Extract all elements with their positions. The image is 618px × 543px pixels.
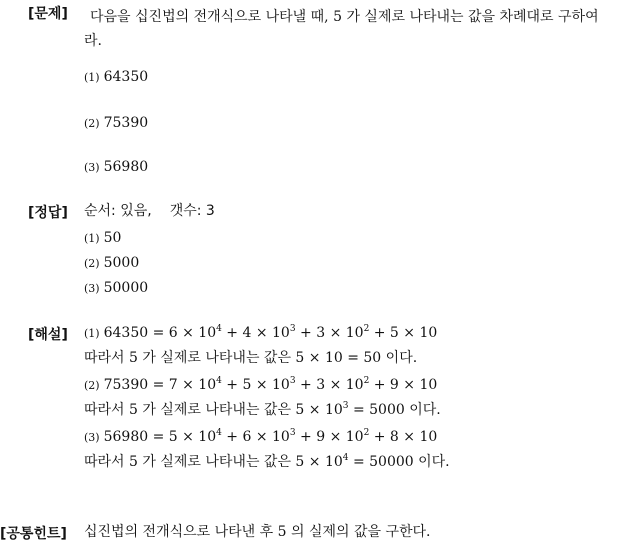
answer-item-num: (1) (84, 232, 100, 245)
hint-text: 십진법의 전개식으로 나타낸 후 5 의 실제의 값을 구한다. (84, 524, 431, 540)
solution-equation-2 (84, 376, 437, 395)
equation-term: 6 × 10 (168, 325, 217, 341)
problem-label: [문제] (28, 6, 68, 22)
answer-item-value: 50 (103, 230, 122, 246)
equation-term: + 6 × 10 (221, 429, 290, 445)
problem-item-num: (3) (84, 161, 100, 174)
equation-lhs: 75390 = (103, 377, 169, 393)
answer-label: [정답] (28, 205, 68, 221)
equation-term: + 8 × 10 (369, 429, 438, 445)
answer-item-2 (84, 254, 139, 273)
answer-item-3 (84, 279, 148, 298)
equation-term: + 9 × 10 (369, 377, 438, 393)
equation-lhs: 56980 = (103, 429, 169, 445)
exponent: 4 (342, 453, 349, 463)
answer-order: 순서: 있음, (84, 203, 152, 219)
solution-item-num: (3) (84, 431, 100, 444)
equation-term: + 3 × 10 (295, 377, 364, 393)
problem-item-3 (84, 158, 148, 177)
equation-term: + 9 × 10 (295, 429, 364, 445)
equation-lhs: 64350 = (103, 325, 169, 341)
exponent: 3 (289, 324, 296, 334)
exponent: 2 (363, 376, 370, 386)
exponent: 3 (342, 401, 349, 411)
answer-item-value: 50000 (103, 280, 149, 296)
exponent: 3 (289, 428, 296, 438)
exponent: 4 (216, 324, 222, 334)
problem-item-2 (84, 114, 148, 133)
equation-term: + 5 × 10 (221, 377, 290, 393)
equation-term: + 4 × 10 (221, 325, 290, 341)
equation-term: 5 × 10 (168, 429, 217, 445)
answer-count: 갯수: 3 (169, 203, 215, 219)
conclusion-text: 따라서 5 가 실제로 나타내는 값은 5 × 10 (84, 402, 343, 418)
solution-label: [해설] (28, 327, 68, 343)
exponent: 2 (363, 428, 370, 438)
conclusion-text: 따라서 5 가 실제로 나타내는 값은 5 × 10 (84, 454, 343, 470)
answer-item-num: (2) (84, 257, 100, 270)
equation-term: 7 × 10 (168, 377, 217, 393)
answer-meta (84, 202, 215, 220)
solution-conclusion-2 (84, 401, 441, 419)
exponent: 3 (289, 376, 296, 386)
problem-item-value: 75390 (103, 115, 149, 131)
answer-item-1 (84, 229, 121, 248)
equation-term: + 5 × 10 (369, 325, 438, 341)
solution-equation-1 (84, 324, 437, 343)
solution-item-num: (2) (84, 379, 100, 392)
conclusion-text: = 5000 이다. (348, 402, 441, 418)
problem-item-num: (1) (84, 71, 100, 84)
exponent: 2 (363, 324, 370, 334)
problem-item-value: 64350 (103, 69, 149, 85)
answer-item-num: (3) (84, 282, 100, 295)
problem-item-num: (2) (84, 117, 100, 130)
equation-term: + 3 × 10 (295, 325, 364, 341)
hint-label: [공통힌트] (0, 526, 67, 542)
solution-item-num: (1) (84, 327, 100, 340)
solution-conclusion-3 (84, 453, 450, 471)
problem-text: 다음을 십진법의 전개식으로 나타낼 때, 5 가 실제로 나타내는 값을 차례대로 구하여라. (84, 9, 599, 49)
exponent: 4 (216, 428, 222, 438)
conclusion-text: = 50000 이다. (348, 454, 450, 470)
exponent: 4 (216, 376, 222, 386)
solution-equation-3 (84, 428, 437, 447)
problem-item-value: 56980 (103, 159, 149, 175)
problem-item-1 (84, 68, 148, 87)
answer-item-value: 5000 (103, 255, 140, 271)
solution-conclusion-1: 따라서 5 가 실제로 나타내는 값은 5 × 10 = 50 이다. (84, 350, 418, 366)
